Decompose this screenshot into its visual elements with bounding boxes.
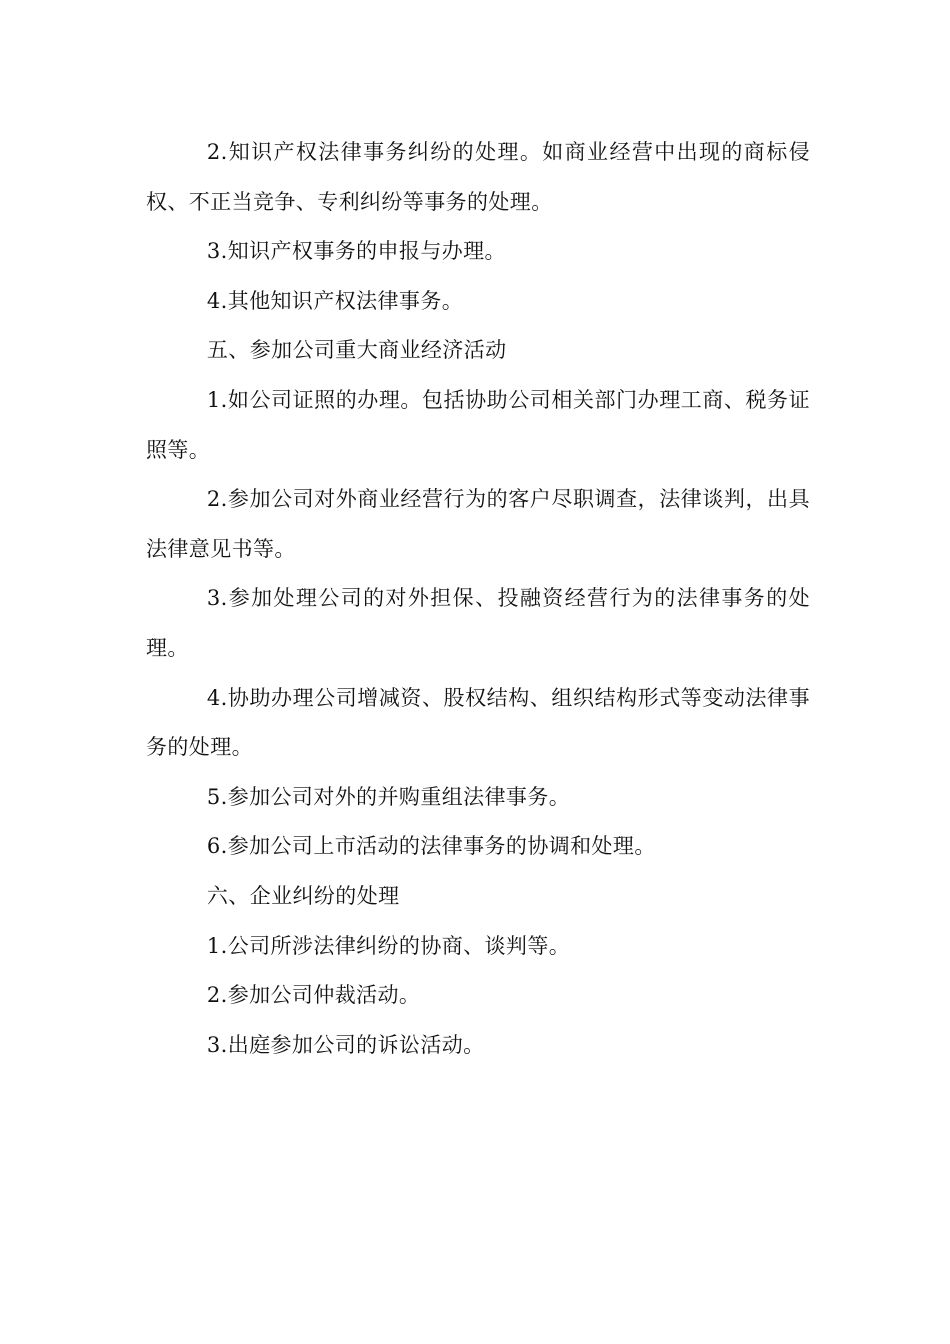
paragraph-license-handling: 1.如公司证照的办理。包括协助公司相关部门办理工商、税务证照等。 <box>146 387 810 462</box>
paragraph-ip-application: 3.知识产权事务的申报与办理。 <box>206 239 506 264</box>
paragraph-dispute-negotiation: 1.公司所涉法律纠纷的协商、谈判等。 <box>206 933 571 958</box>
section-heading-six: 六、企业纠纷的处理 <box>206 883 400 908</box>
paragraph-other-ip-affairs: 4.其他知识产权法律事务。 <box>206 288 464 313</box>
section-heading-five: 五、参加公司重大商业经济活动 <box>206 338 507 363</box>
paragraph-guarantee-financing: 3.参加处理公司的对外担保、投融资经营行为的法律事务的处理。 <box>146 586 810 660</box>
paragraph-mergers-acquisitions: 5.参加公司对外的并购重组法律事务。 <box>206 784 571 809</box>
paragraph-arbitration: 2.参加公司仲裁活动。 <box>206 983 421 1008</box>
paragraph-litigation: 3.出庭参加公司的诉讼活动。 <box>206 1032 485 1057</box>
paragraph-capital-structure-changes: 4.协助办理公司增减资、股权结构、组织结构形式等变动法律事务的处理。 <box>146 685 810 760</box>
paragraph-listing-activities: 6.参加公司上市活动的法律事务的协调和处理。 <box>206 834 656 859</box>
paragraph-ip-dispute-handling: 2.知识产权法律事务纠纷的处理。如商业经营中出现的商标侵权、不正当竞争、专利纠纷等事务的处理。 <box>146 140 810 214</box>
document-body <box>146 128 810 1070</box>
paragraph-due-diligence: 2.参加公司对外商业经营行为的客户尽职调查，法律谈判，出具法律意见书等。 <box>146 487 810 561</box>
